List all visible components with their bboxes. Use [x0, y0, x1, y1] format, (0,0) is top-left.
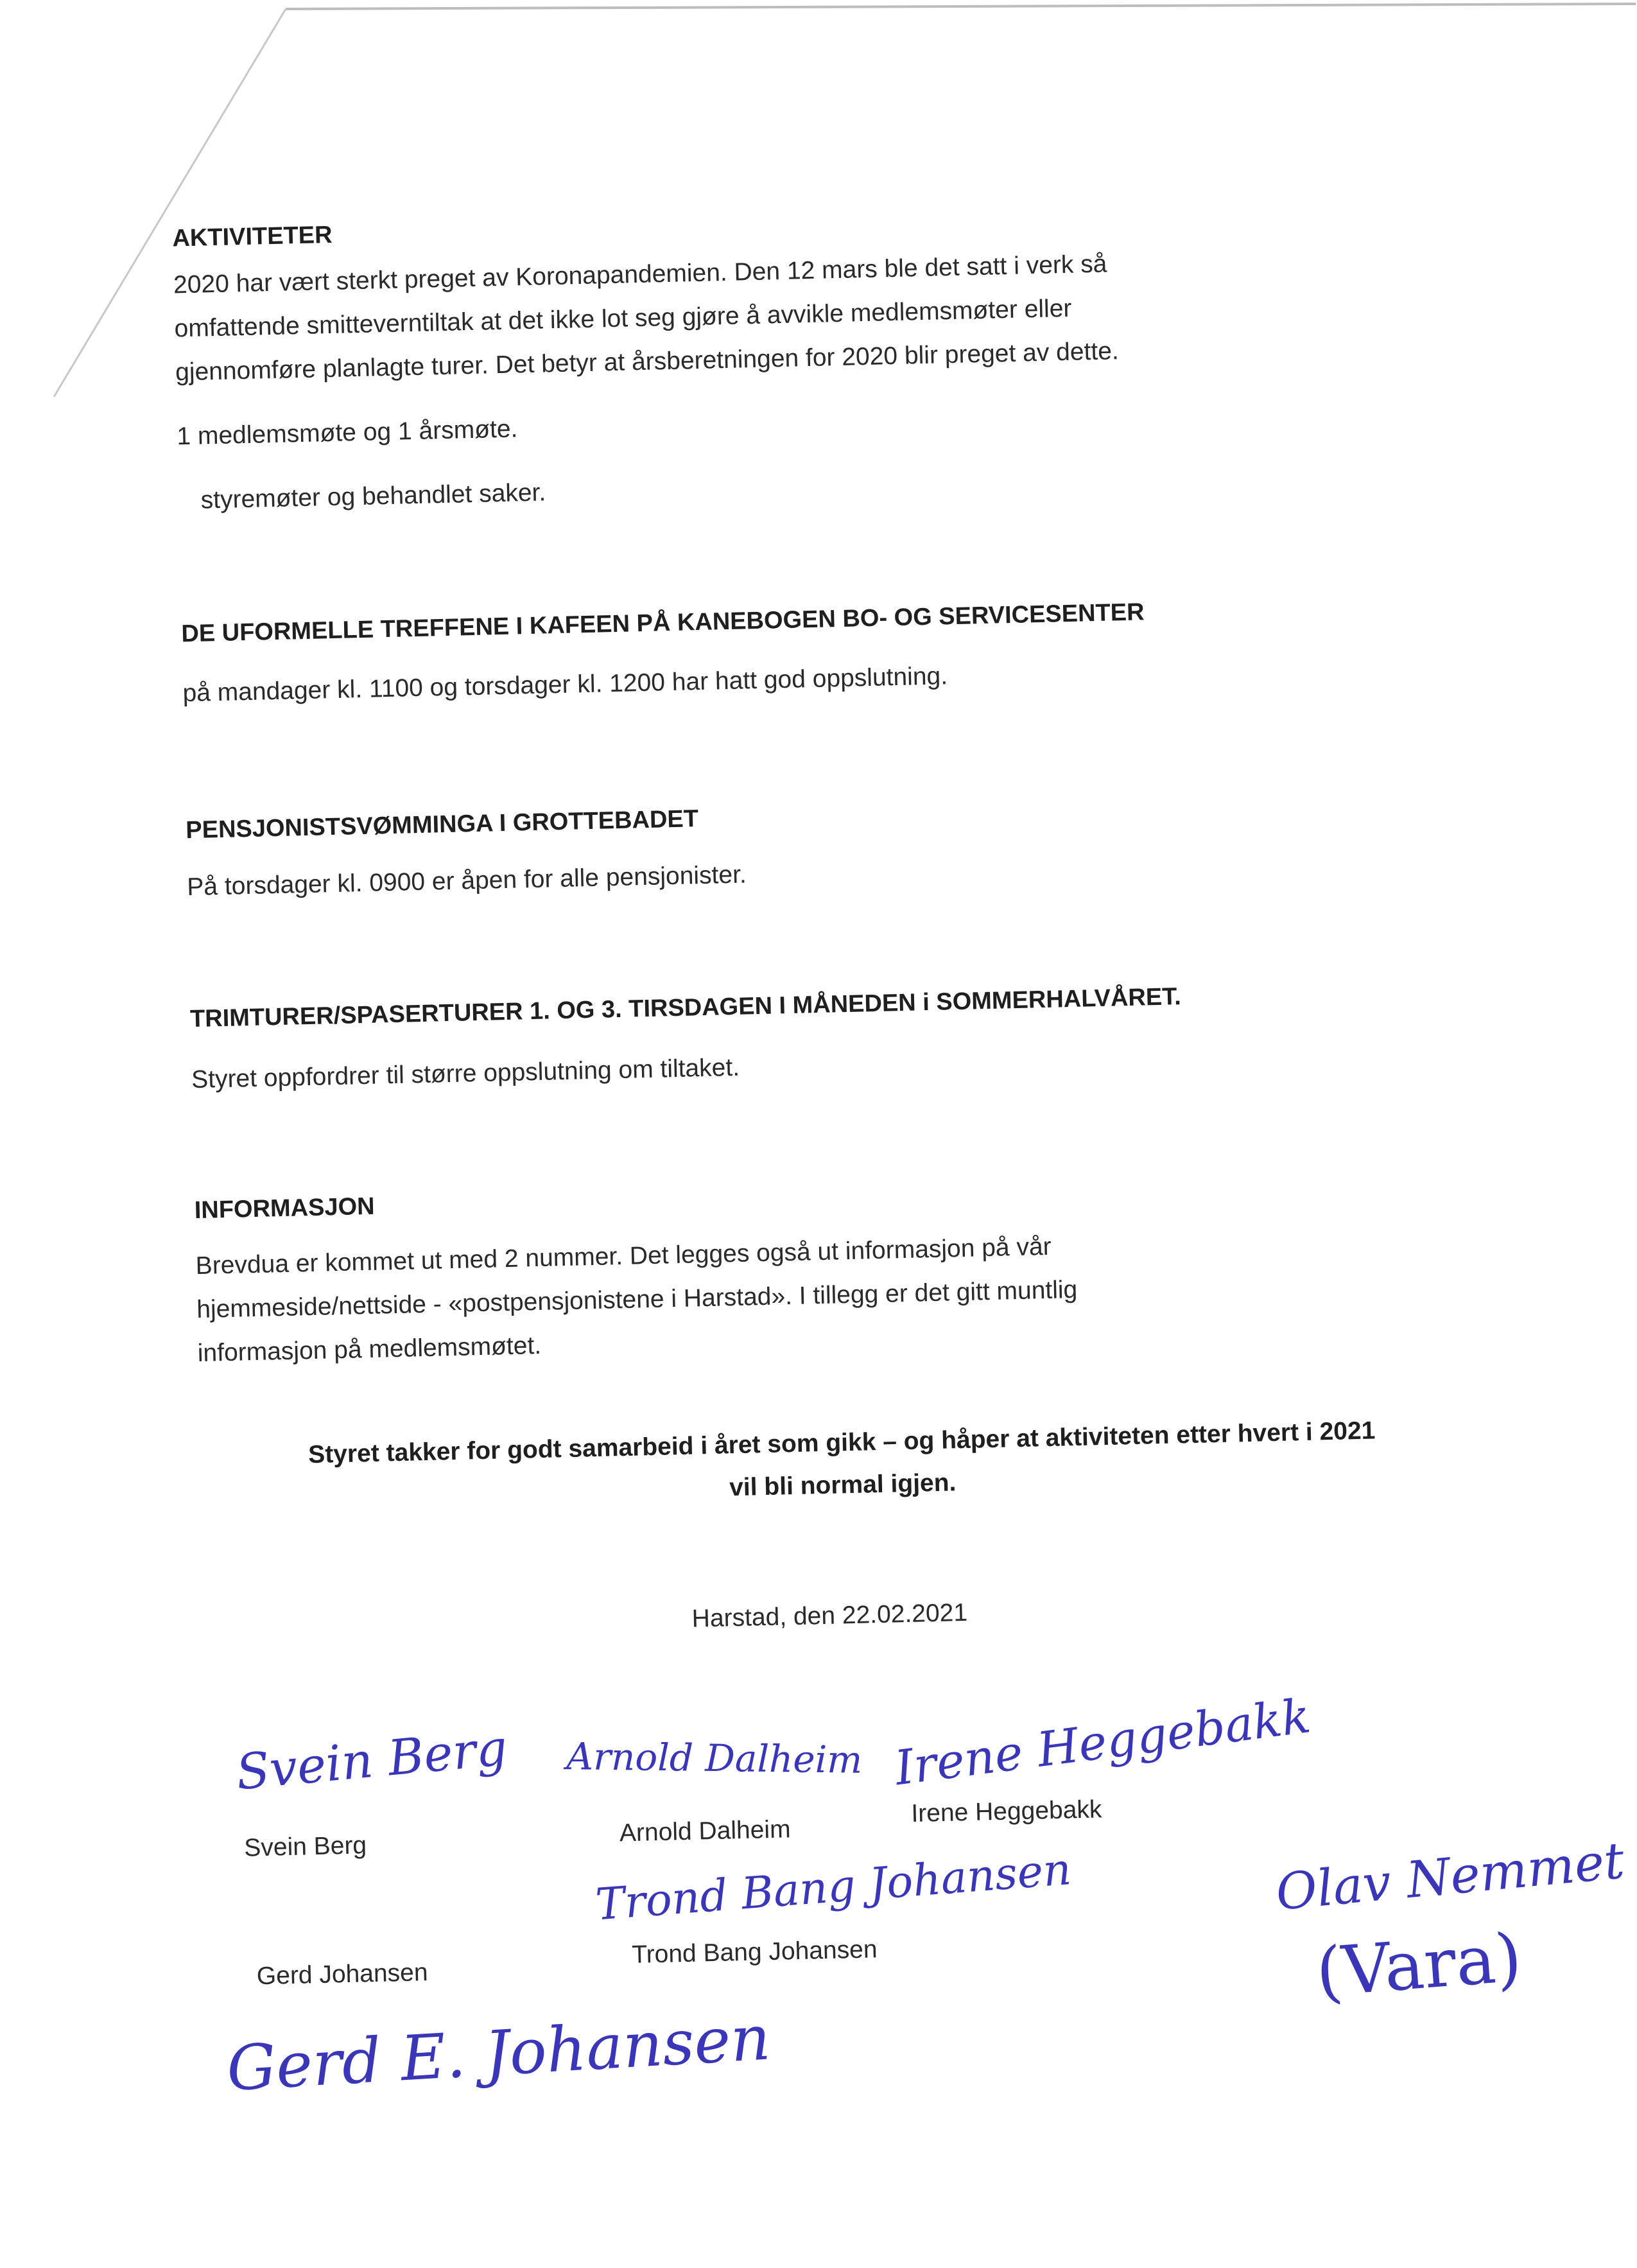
closing-line-1: Styret takker for godt samarbeid i året som gikk – og håper at aktiviteten etter hvert i 2021: [307, 1417, 1376, 1469]
printed-name-arnold-dalheim: Arnold Dalheim: [619, 1815, 792, 1847]
informasjon-paragraph-line-1: Brevdua er kommet ut med 2 nummer. Det legges også ut informasjon på vår: [195, 1232, 1052, 1280]
aktiviteter-paragraph-line-2: omfattende smitteverntiltak at det ikke lot seg gjøre å avvikle medlemsmøter eller: [174, 294, 1072, 343]
printed-name-gerd-johansen: Gerd Johansen: [256, 1958, 429, 1991]
signature-gerd-johansen: Gerd E. Johansen: [225, 2002, 772, 2105]
place-and-date: Harstad, den 22.02.2021: [691, 1598, 968, 1633]
pensjonistsvomminga-text: På torsdager kl. 0900 er åpen for alle pensjonister.: [186, 860, 747, 902]
signature-irene-heggebakk: Irene Heggebakk: [892, 1688, 1314, 1797]
printed-name-svein-berg: Svein Berg: [243, 1831, 367, 1862]
aktiviteter-meetings-line: 1 medlemsmøte og 1 årsmøte.: [176, 415, 518, 451]
aktiviteter-board-line: styremøter og behandlet saker.: [200, 478, 546, 514]
signature-arnold-dalheim: Arnold Dalheim: [566, 1734, 863, 1782]
signature-olav-nemmet: Olav Nemmet: [1273, 1832, 1627, 1922]
aktiviteter-paragraph-line-3: gjennomføre planlagte turer. Det betyr at årsberetningen for 2020 blir preget av dette.: [175, 337, 1120, 387]
trimturer-text: Styret oppfordrer til større oppslutning om tiltaket.: [191, 1053, 740, 1094]
signature-trond-bang-johansen: Trond Bang Johansen: [594, 1844, 1073, 1931]
printed-name-irene-heggebakk: Irene Heggebakk: [910, 1795, 1102, 1827]
section-heading-aktiviteter: AKTIVITETER: [171, 221, 333, 252]
signature-note-vara: (Vara): [1313, 1918, 1525, 2012]
closing-line-2: vil bli normal igjen.: [729, 1469, 957, 1502]
uformelle-treffene-text: på mandager kl. 1100 og torsdager kl. 1200 har hatt god oppslutning.: [182, 662, 948, 708]
section-heading-trimturer: TRIMTURER/SPASERTURER 1. OG 3. TIRSDAGEN I MÅNEDEN i SOMMERHALVÅRET.: [189, 983, 1182, 1033]
section-heading-uformelle-treffene: DE UFORMELLE TREFFENE I KAFEEN PÅ KANEBOGEN BO- OG SERVICESENTER: [180, 598, 1145, 648]
section-heading-informasjon: INFORMASJON: [194, 1192, 376, 1225]
closing-statement: [225, 1408, 1460, 1521]
informasjon-paragraph-line-3: informasjon på medlemsmøtet.: [197, 1331, 542, 1368]
printed-name-trond-bang-johansen: Trond Bang Johansen: [631, 1935, 878, 1969]
informasjon-paragraph-line-2: hjemmeside/nettside - «postpensjonistene i Harstad». I tillegg er det gitt muntlig: [196, 1275, 1078, 1324]
section-heading-pensjonistsvomminga: PENSJONISTSVØMMINGA I GROTTEBADET: [185, 805, 699, 844]
signature-svein-berg: Svein Berg: [234, 1718, 510, 1801]
aktiviteter-paragraph-line-1: 2020 har vært sterkt preget av Koronapandemien. Den 12 mars ble det satt i verk så: [173, 250, 1107, 299]
